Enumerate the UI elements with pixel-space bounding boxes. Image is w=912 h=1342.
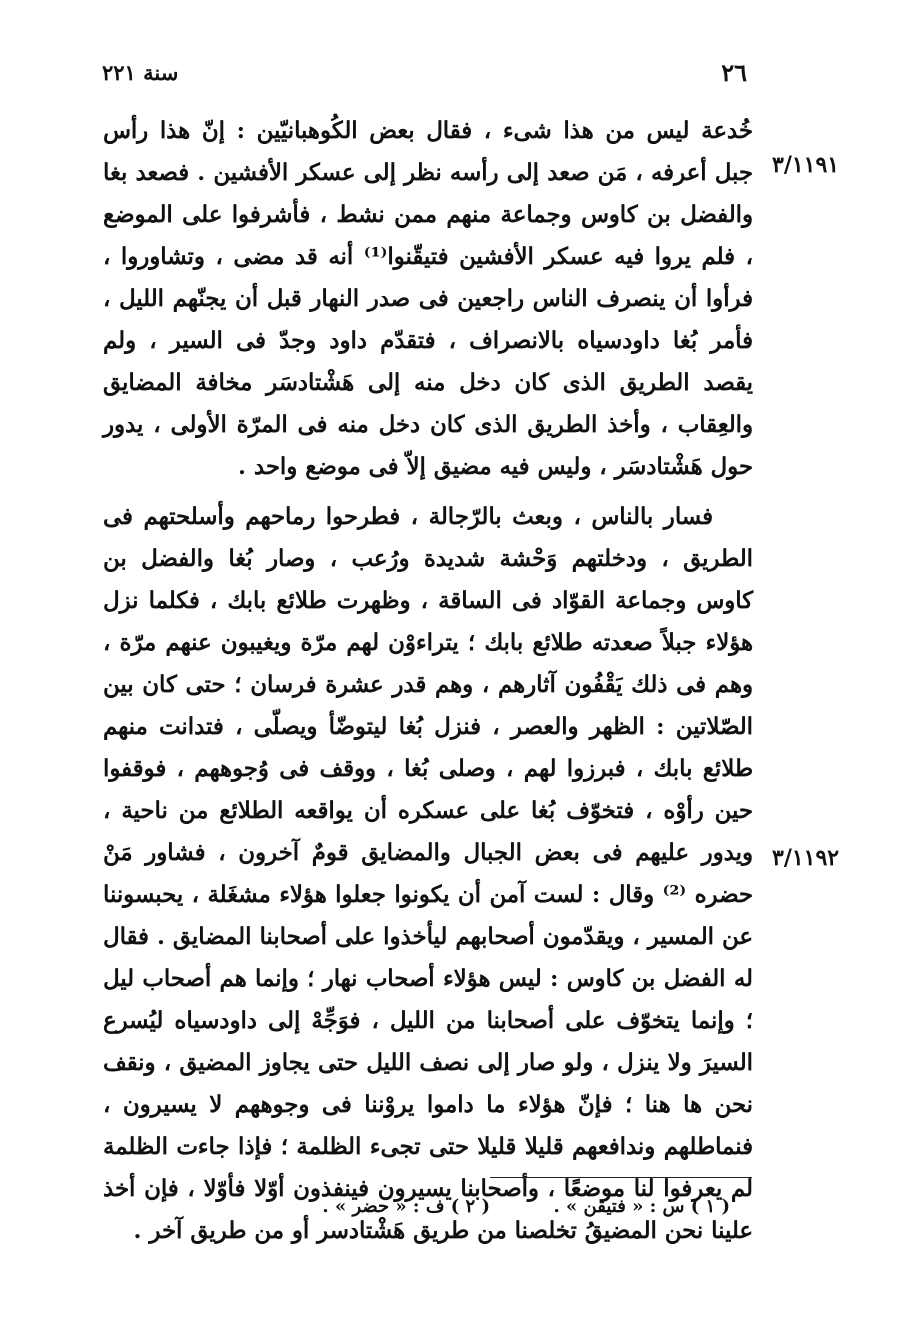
page-number: ٢٦	[721, 58, 747, 87]
margin-reference-2: ٣/١١٩٢	[772, 845, 840, 871]
footnote-1: ( ١ ) س : « فتيقن » .	[553, 1196, 730, 1217]
paragraph-2: فسار بالناس ، وبعث بالرّجالة ، فطرحوا رماحهم وأسلحتهم فى الطريق ، ودخلتهم وَحْشة شديدة ورُعب ، وصار بُغا والفضل بن كاوس وجماعة القوّاد فى الساقة ، وظهرت طلائع بابك ، فكلما نزل هؤلاء جبلاً صعدته طلائع بابك ؛ يتراءوْن لهم مرّة ويغيبون عنهم مرّة ، وهم فى ذلك يَقْفُون آثارهم ، وهم قدر عشرة فرسان ؛ حتى كان بين الصّلاتين : الظهر والعصر ، فنزل بُغا ليتوضّأ ويصلّى ، فتدانت منهم طلائع بابك ، فبرزوا لهم ، وصلى بُغا ، ووقف فى وُجوههم ، فوقفوا حين رأوْه ، فتخوّف بُغا على عسكره أن يواقعه الطلائع من ناحية ، ويدور عليهم فى بعض الجبال والمضايق قومٌ آخرون ، فشاور مَنْ حضره ⁽²⁾ وقال : لست آمن أن يكونوا جعلوا هؤلاء مشغَلة ، يحبسوننا عن المسير ، ويقدّمون أصحابهم ليأخذوا على أصحابنا المضايق . فقال له الفضل بن كاوس : ليس هؤلاء أصحاب نهار ؛ وإنما هم أصحاب ليل ؛ وإنما يتخوّف على أصحابنا من الليل ، فوَجِّهْ إلى داودسياه ليُسرع السيرَ ولا ينزل ، ولو صار إلى نصف الليل حتى يجاوز المضيق ، ونقف نحن ها هنا ؛ فإنّ هؤلاء ما داموا يروْننا فى وجوههم لا يسيرون ، فنماطلهم وندافعهم قليلا قليلا حتى تجىء الظلمة ؛ فإذا جاءت الظلمة لم يعرفوا لنا موضعًا ، وأصحابنا يسيرون فينفذون أوّلا فأوّلا ، فإن أخذ علينا نحن المضيقُ تخلصنا من طريق هَشْتادسر أو من طريق آخر .	[103, 504, 753, 1244]
main-text	[103, 110, 753, 1252]
paragraph-1: خُدعة ليس من هذا شىء ، فقال بعض الكُوهبانيّين : إنّ هذا رأس جبل أعرفه ، مَن صعد إلى رأسه نظر إلى عسكر الأفشين . فصعد بغا والفضل بن كاوس وجماعة منهم ممن نشط ، فأشرفوا على الموضع ، فلم يروا فيه عسكر الأفشين فتيقّنوا⁽¹⁾ أنه قد مضى ، وتشاوروا ، فرأوا أن ينصرف الناس راجعين فى صدر النهار قبل أن يجنّهم الليل ، فأمر بُغا داودسياه بالانصراف ، فتقدّم داود وجدّ فى السير ، ولم يقصد الطريق الذى كان دخل منه إلى هَشْتادسَر مخافة المضايق والعِقاب ، وأخذ الطريق الذى كان دخل منه فى المرّة الأولى ، يدور حول هَشْتادسَر ، وليس فيه مضيق إلاّ فى موضع واحد .	[103, 118, 753, 480]
year-heading: سنة ٢٢١	[102, 60, 179, 85]
footnote-divider	[490, 1177, 752, 1178]
margin-reference-1: ٣/١١٩١	[772, 152, 840, 178]
page-header	[100, 58, 755, 92]
footnote-2: ( ٢ ) ف : « حضر » .	[322, 1196, 490, 1217]
